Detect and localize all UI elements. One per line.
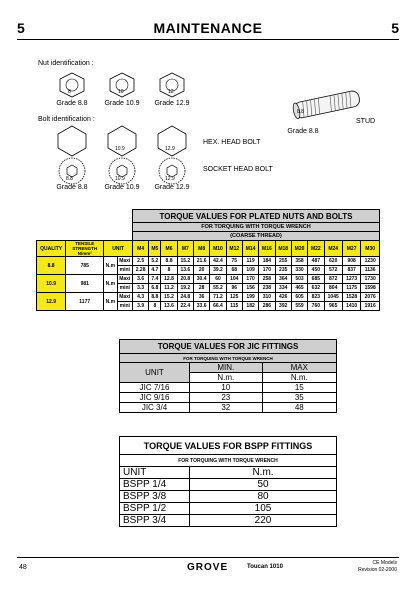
hex-head-bolt-grade-8-icon: [58, 126, 86, 156]
column-header-size: M24: [324, 241, 342, 257]
stud-grade-label: Grade 8.8: [287, 128, 319, 135]
nut-marking: 8: [68, 89, 71, 95]
torque-min-value: 286: [259, 302, 275, 311]
torque-min-value: 1136: [361, 266, 380, 275]
torque-min-value: 8: [149, 302, 161, 311]
page-header: [17, 18, 399, 40]
table-row: [120, 515, 337, 527]
bspp-fitting: BSPP 1/4: [120, 479, 190, 491]
column-header-size: M20: [291, 241, 307, 257]
torque-max-value: 255: [275, 257, 291, 266]
torque-max-value: 60: [210, 275, 226, 284]
bspp-fitting: BSPP 3/8: [120, 491, 190, 503]
hex-head-bolt-label: HEX. HEAD BOLT: [203, 139, 261, 146]
jic-unit-max: N.m.: [262, 373, 336, 383]
column-header-size: M7: [177, 241, 193, 257]
nut-grade-label: Grade 8.8: [56, 100, 88, 107]
column-header-quality: QUALITY: [37, 241, 66, 257]
torque-min-value: 68: [226, 266, 242, 275]
table-row: [120, 479, 337, 491]
unit-cell: N.m: [104, 275, 117, 293]
table-row: [37, 257, 380, 266]
torque-max-value: 36: [194, 293, 210, 302]
nut-grade-8-icon: [60, 73, 84, 97]
strength-cell: 1177: [66, 293, 104, 311]
column-header-size: M4: [132, 241, 148, 257]
torque-max-value: 310: [259, 293, 275, 302]
revision-label: Revision 02-2000: [358, 567, 397, 573]
torque-min-value: 465: [291, 284, 307, 293]
torque-max-value: 1273: [342, 275, 360, 284]
torque-min-value: 1175: [342, 284, 360, 293]
torque-max-value: 364: [275, 275, 291, 284]
torque-max-value: 199: [242, 293, 258, 302]
torque-min-value: 109: [242, 266, 258, 275]
torque-table-thread: (COARSE THREAD): [132, 232, 379, 241]
torque-max-value: 75: [226, 257, 242, 266]
torque-min-value: 66.4: [210, 302, 226, 311]
bolt-identification-label: Bolt identification :: [38, 116, 95, 123]
torque-max-value: 605: [291, 293, 307, 302]
torque-min-value: 632: [308, 284, 324, 293]
torque-max-value: 823: [308, 293, 324, 302]
bolt-grade-label: Grade 10.9: [104, 184, 140, 191]
column-header-size: M10: [210, 241, 226, 257]
torque-min-value: 39.2: [210, 266, 226, 275]
mini-label: mini: [117, 266, 132, 275]
bspp-value: 50: [190, 479, 337, 491]
column-header-size: M12: [226, 241, 242, 257]
jic-fitting: JIC 9/16: [120, 393, 190, 403]
column-header-size: M14: [242, 241, 258, 257]
torque-max-value: 685: [308, 275, 324, 284]
torque-min-value: 156: [242, 284, 258, 293]
mini-label: mini: [117, 284, 132, 293]
column-header-size: M8: [194, 241, 210, 257]
torque-max-value: 487: [308, 257, 324, 266]
hex-bolt-marking: 12.9: [165, 146, 175, 152]
nut-grade-label: Grade 10.9: [104, 100, 140, 107]
mini-label: mini: [117, 302, 132, 311]
socket-bolt-marking: 12.9: [165, 176, 175, 182]
torque-min-value: 182: [242, 302, 258, 311]
jic-table-subtitle: FOR TORQUING WITH TORQUE WRENCH: [120, 354, 337, 363]
torque-min-value: 450: [308, 266, 324, 275]
jic-column-max: MAX: [262, 363, 336, 373]
jic-fitting: JIC 7/16: [120, 383, 190, 393]
torque-max-value: 1730: [361, 275, 380, 284]
torque-min-value: 19.2: [177, 284, 193, 293]
column-header-strength: TENSILE STRENGTH N/mm²: [66, 241, 104, 257]
torque-min-value: 965: [324, 302, 342, 311]
torque-min-value: 392: [275, 302, 291, 311]
torque-min-value: 760: [308, 302, 324, 311]
column-header-size: M22: [308, 241, 324, 257]
strength-cell: 981: [66, 275, 104, 293]
torque-max-value: 184: [259, 257, 275, 266]
strength-cell: 785: [66, 257, 104, 275]
torque-min-value: 235: [275, 266, 291, 275]
jic-column-unit: UNIT: [120, 363, 190, 383]
torque-min-value: 55.2: [210, 284, 226, 293]
nut-grade-label: Grade 12.9: [154, 100, 190, 107]
page-number: 48: [19, 564, 27, 571]
table-row: [37, 275, 380, 284]
table-row: [120, 403, 337, 413]
torque-max-value: 4.3: [132, 293, 148, 302]
torque-min-value: 1916: [361, 302, 380, 311]
torque-max-value: 104: [226, 275, 242, 284]
bspp-value: 80: [190, 491, 337, 503]
torque-min-value: 837: [342, 266, 360, 275]
column-header-size: M18: [275, 241, 291, 257]
bspp-fitting: BSPP 1/2: [120, 503, 190, 515]
torque-min-value: 3.3: [132, 284, 148, 293]
torque-max-value: 426: [275, 293, 291, 302]
column-header-size: M16: [259, 241, 275, 257]
torque-max-value: 503: [291, 275, 307, 284]
column-header-size: M27: [342, 241, 360, 257]
quality-cell: 12.9: [37, 293, 66, 311]
torque-min-value: 1410: [342, 302, 360, 311]
torque-max-value: 872: [324, 275, 342, 284]
torque-max-value: 2076: [361, 293, 380, 302]
torque-max-value: 24.8: [177, 293, 193, 302]
quality-cell: 10.9: [37, 275, 66, 293]
torque-min-value: 13.6: [161, 302, 177, 311]
bspp-value: 105: [190, 503, 337, 515]
torque-min-value: 96: [226, 284, 242, 293]
bspp-column-value: N.m.: [190, 467, 337, 479]
torque-max-value: 30.4: [194, 275, 210, 284]
torque-max-value: 42.4: [210, 257, 226, 266]
jic-min-value: 23: [190, 393, 263, 403]
torque-min-value: 115: [226, 302, 242, 311]
torque-min-value: 4.7: [149, 266, 161, 275]
socket-head-bolt-label: SOCKET HEAD BOLT: [203, 166, 273, 173]
torque-min-value: 334: [275, 284, 291, 293]
torque-max-value: 20.8: [177, 275, 193, 284]
jic-fitting: JIC 3/4: [120, 403, 190, 413]
jic-table-title: TORQUE VALUES FOR JIC FITTINGS: [120, 340, 337, 354]
torque-min-value: 8: [161, 266, 177, 275]
nut-marking: 10: [118, 89, 124, 95]
torque-table-title: TORQUE VALUES FOR PLATED NUTS AND BOLTS: [132, 210, 379, 223]
quality-cell: 8.8: [37, 257, 66, 275]
torque-max-value: 7.4: [149, 275, 161, 284]
model-name: Toucan 1010: [247, 564, 283, 570]
torque-max-value: 8.8: [161, 257, 177, 266]
socket-bolt-marking: 10.9: [115, 176, 125, 182]
jic-min-value: 32: [190, 403, 263, 413]
torque-min-value: 238: [259, 284, 275, 293]
torque-min-value: 20: [194, 266, 210, 275]
torque-max-value: 620: [324, 257, 342, 266]
torque-max-value: 12.8: [161, 275, 177, 284]
torque-max-value: 5.2: [149, 257, 161, 266]
torque-min-value: 6.8: [149, 284, 161, 293]
torque-max-value: 1045: [324, 293, 342, 302]
torque-min-value: 804: [324, 284, 342, 293]
torque-min-value: 330: [291, 266, 307, 275]
nut-identification-figures: [52, 70, 192, 100]
jic-unit-min: N.m.: [190, 373, 263, 383]
plated-nuts-bolts-torque-table: [36, 209, 380, 311]
bspp-table-subtitle: FOR TORQUING WITH TORQUE WRENCH: [120, 455, 337, 467]
torque-max-value: 119: [242, 257, 258, 266]
torque-min-value: 3.9: [132, 302, 148, 311]
column-header-size: M5: [149, 241, 161, 257]
bolt-grade-label: Grade 12.9: [154, 184, 190, 191]
torque-min-value: 11.2: [161, 284, 177, 293]
table-row: [37, 293, 380, 302]
bolt-grade-label: Grade 8.8: [56, 184, 88, 191]
torque-max-value: 125: [226, 293, 242, 302]
bspp-fittings-torque-table: [119, 436, 337, 527]
torque-table-subtitle: FOR TORQUING WITH TORQUE WRENCH: [132, 223, 379, 232]
torque-min-value: 1598: [361, 284, 380, 293]
jic-max-value: 48: [262, 403, 336, 413]
section-number-right: 5: [391, 20, 399, 36]
torque-min-value: 559: [291, 302, 307, 311]
maxi-label: Maxi: [117, 293, 132, 302]
jic-max-value: 15: [262, 383, 336, 393]
torque-max-value: 258: [259, 275, 275, 284]
torque-min-value: 572: [324, 266, 342, 275]
torque-min-value: 22.4: [177, 302, 193, 311]
torque-max-value: 358: [291, 257, 307, 266]
jic-max-value: 35: [262, 393, 336, 403]
torque-max-value: 1528: [342, 293, 360, 302]
torque-max-value: 15.2: [161, 293, 177, 302]
torque-min-value: 33.6: [194, 302, 210, 311]
bspp-table-title: TORQUE VALUES FOR BSPP FITTINGS: [120, 437, 337, 455]
torque-max-value: 21.6: [194, 257, 210, 266]
column-header-size: M6: [161, 241, 177, 257]
jic-fittings-torque-table: [119, 339, 337, 413]
maxi-label: Maxi: [117, 275, 132, 284]
ce-models-label: CE Models: [372, 560, 397, 566]
grove-logo: GROVE: [187, 562, 229, 573]
table-row: [120, 383, 337, 393]
torque-max-value: 71.2: [210, 293, 226, 302]
table-row: [120, 393, 337, 403]
stud-label: STUD: [356, 118, 376, 125]
revision-block: [358, 560, 397, 574]
table-corner: [37, 210, 133, 241]
nut-identification-label: Nut identification :: [38, 60, 94, 67]
torque-max-value: 170: [242, 275, 258, 284]
table-row: [120, 491, 337, 503]
bspp-column-unit: UNIT: [120, 467, 190, 479]
page-footer: [17, 557, 399, 579]
bspp-value: 220: [190, 515, 337, 527]
torque-max-value: 1230: [361, 257, 380, 266]
torque-max-value: 2.5: [132, 257, 148, 266]
table-row: [120, 503, 337, 515]
torque-max-value: 3.6: [132, 275, 148, 284]
section-number-left: 5: [17, 20, 25, 36]
torque-max-value: 15.2: [177, 257, 193, 266]
jic-column-min: MIN.: [190, 363, 263, 373]
torque-max-value: 908: [342, 257, 360, 266]
page-title: MAINTENANCE: [153, 20, 263, 36]
hex-bolt-marking: 10.9: [115, 146, 125, 152]
bspp-fitting: BSPP 3/4: [120, 515, 190, 527]
torque-min-value: 28: [194, 284, 210, 293]
socket-bolt-marking: 8.8: [66, 176, 73, 182]
unit-cell: N.m: [104, 257, 117, 275]
torque-max-value: 8.8: [149, 293, 161, 302]
column-header-unit: UNIT: [104, 241, 133, 257]
maxi-label: Maxi: [117, 257, 132, 266]
stud-marking: 8.8: [297, 109, 304, 115]
column-header-size: M30: [361, 241, 380, 257]
torque-min-value: 2.28: [132, 266, 148, 275]
nut-marking: 12: [168, 89, 174, 95]
unit-cell: N.m: [104, 293, 117, 311]
jic-min-value: 10: [190, 383, 263, 393]
torque-min-value: 170: [259, 266, 275, 275]
torque-min-value: 13.6: [177, 266, 193, 275]
